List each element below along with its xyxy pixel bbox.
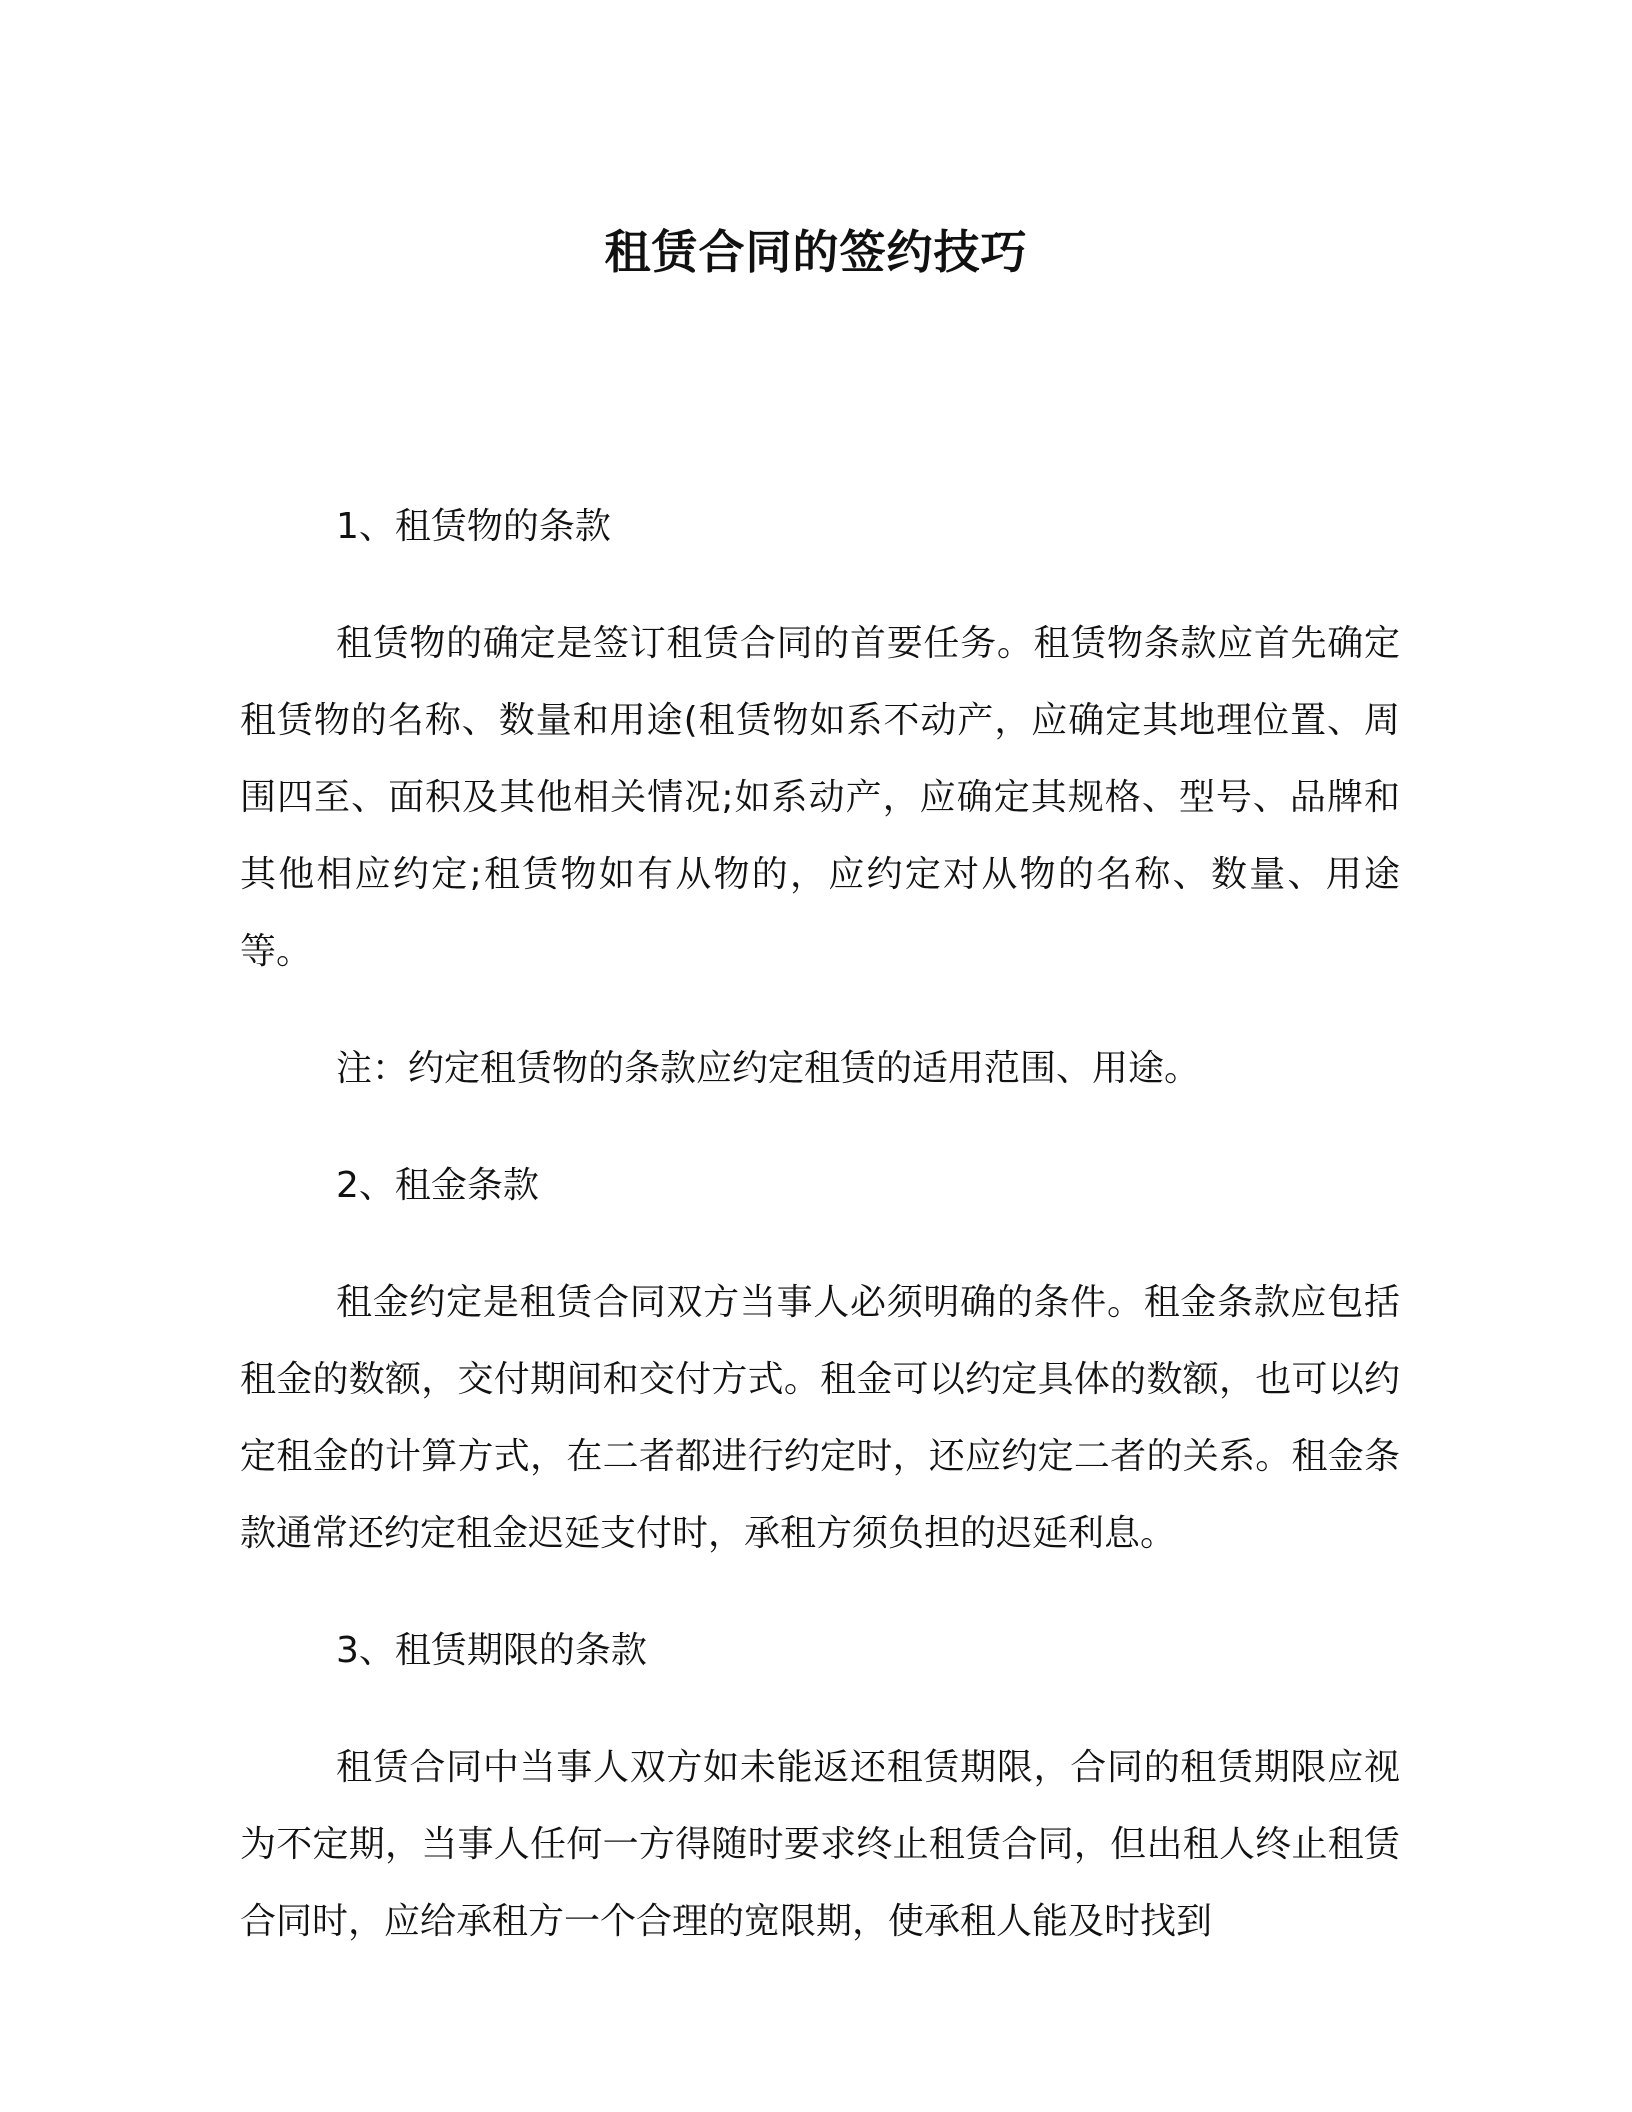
spacer xyxy=(240,1572,1400,1612)
spacer xyxy=(240,1224,1400,1264)
document-title: 租赁合同的签约技巧 xyxy=(604,225,1028,279)
document-body xyxy=(240,488,1400,1960)
section-heading-2: 2、租金条款 xyxy=(336,1165,539,1206)
spacer xyxy=(240,990,1400,1030)
section-1-paragraph-1: 租赁物的确定是签订租赁合同的首要任务。租赁物条款应首先确定租赁物的名称、数量和用途(租赁物如系不动产，应确定其地理位置、周围四至、面积及其他相关情况;如系动产，应确定其规格、型号、品牌和其他相应约定;租赁物如有从物的，应约定对从物的名称、数量、用途等。 xyxy=(240,623,1400,972)
spacer xyxy=(240,1107,1400,1147)
spacer xyxy=(240,1689,1400,1729)
section-heading-1: 1、租赁物的条款 xyxy=(336,506,611,547)
section-2-paragraph-1: 租金约定是租赁合同双方当事人必须明确的条件。租金条款应包括租金的数额，交付期间和交付方式。租金可以约定具体的数额，也可以约定租金的计算方式，在二者都进行约定时，还应约定二者的关系。租金条款通常还约定租金迟延支付时，承租方须负担的迟延利息。 xyxy=(240,1282,1400,1554)
spacer xyxy=(240,565,1400,605)
section-3-paragraph-1: 租赁合同中当事人双方如未能返还租赁期限，合同的租赁期限应视为不定期，当事人任何一方得随时要求终止租赁合同，但出租人终止租赁合同时，应给承租方一个合理的宽限期，使承租人能及时找到 xyxy=(240,1747,1400,1942)
section-1-note: 注：约定租赁物的条款应约定租赁的适用范围、用途。 xyxy=(336,1048,1201,1089)
section-heading-3: 3、租赁期限的条款 xyxy=(336,1630,647,1671)
